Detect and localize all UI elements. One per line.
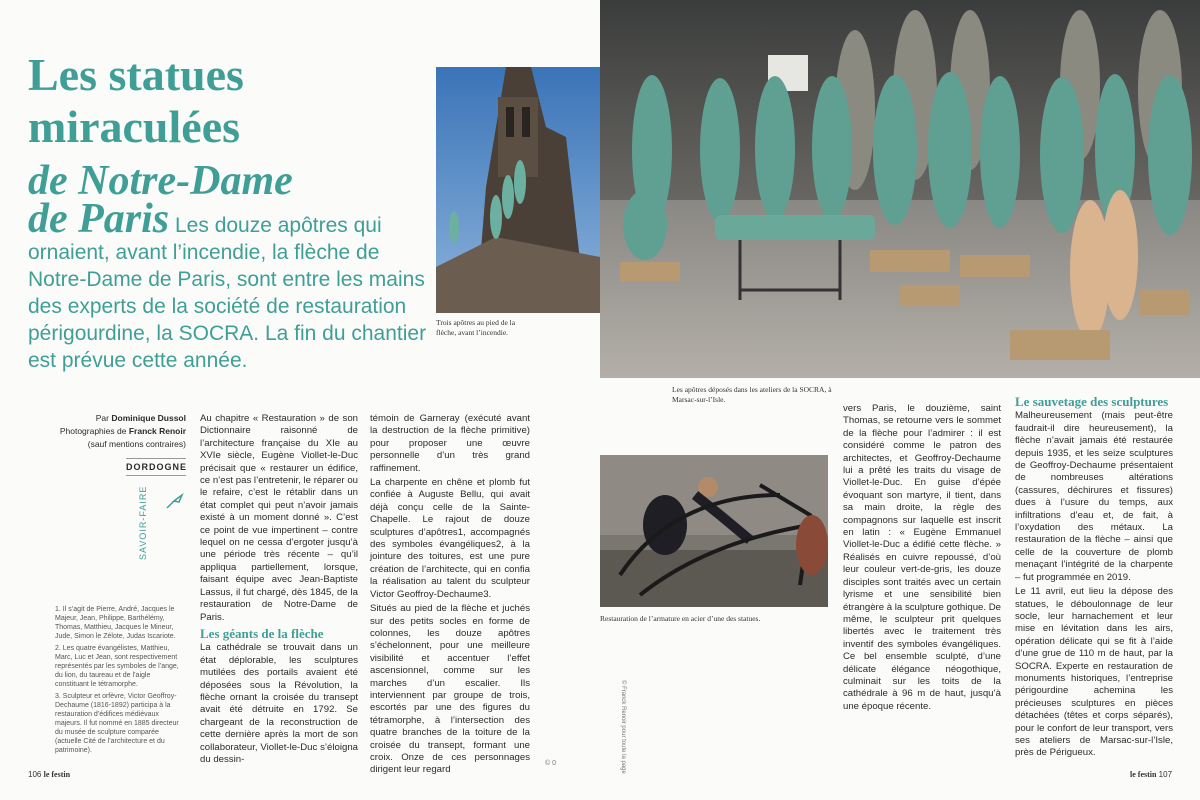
armature-photo-image bbox=[600, 455, 828, 607]
credits-block bbox=[26, 412, 186, 451]
title-intro-block bbox=[28, 196, 428, 374]
credits-mention: (sauf mentions contraires) bbox=[87, 439, 186, 449]
caption-spire: Trois apôtres au pied de la flèche, avant l’incendie. bbox=[436, 318, 516, 337]
title-line3: de Notre-Dame bbox=[28, 158, 293, 204]
body-column-4 bbox=[1015, 396, 1173, 762]
col1-paragraph-2: La cathédrale se trouvait dans un état déplorable, les sculptures mutilées des portails avaient été déposées sous la Révolution, la flèche ornant la croisée du transept avait été détruite en 1792. Se chargeant de la reconstruction de cette dernière après la mort de son collaborateur, Viollet-le-Duc s’éloigna du dessin- bbox=[200, 642, 358, 765]
heading-geants: Les géants de la flèche bbox=[200, 625, 324, 641]
body-column-3 bbox=[843, 403, 1001, 715]
body-column-1 bbox=[200, 413, 358, 768]
title-line1: Les statues bbox=[28, 49, 244, 100]
caption-workshop: Les apôtres déposés dans les ateliers de la SOCRA, à Marsac-sur-l’Isle. bbox=[672, 385, 832, 404]
author-name: Dominique Dussol bbox=[111, 413, 186, 423]
col3-paragraph-1: vers Paris, le douzième, saint Thomas, se retourne vers le sommet de la flèche pour l’admirer : il est considéré comme le patron des architectes, et Geoffroy-Dechaume lui a prêté les traits du visage de Viollet-le-Duc. En guise d’épée évoquant son martyre, il tient, dans sa main droite, la règle des compagnons sur laquelle est inscrit en latin : « Eugène Emmanuel Viollet-le-Duc a édifié cette flèche. » Réalisés en cuivre repoussé, d’où leur couleur vert-de-gris, les douze disciples sont traités avec un certain lyrisme et une sensibilité bien étrangère à la sculpture gothique. De même, le sculpteur prit quelques libertés avec le traitement très inventif des symboles évangéliques. Ce bel ensemble sculpté, d’une délicate élégance néogothique, culminait sur les toits de la cathédrale à 96 m de haut, jusqu’à une époque récente. bbox=[843, 403, 1001, 712]
col2-paragraph-2: La charpente en chêne et plomb fut confiée à Auguste Bellu, qui avait déjà conçu celle de la Sainte-Chapelle. Le rajout de douze sculptures d’apôtres1, accompagnés des symboles évangéliques2, à la jointure des toitures, est une pure création de l’architecte, qui en confia la réalisation au talent du sculpteur Victor Geoffroy-Dechaume3. bbox=[370, 477, 530, 600]
footnote-1: 1. Il s’agit de Pierre, André, Jacques le Majeur, Jean, Philippe, Barthélémy, Thomas, Matthieu, Jacques le Mineur, Jude, Simon le Zélote, Judas Iscariote. bbox=[55, 606, 176, 640]
col1-paragraph-1: Au chapitre « Restauration » de son Dictionnaire raisonné de l’architecture française du XIe au XVIe siècle, Eugène Viollet-le-Duc précisait que « restaurer un édifice, ce n’est pas l’entretenir, le réparer ou le refaire, c’est le rétablir dans un état complet qui peut n’avoir jamais existé à un moment donné ». C’est ce point de vue impertinent – contre lequel on ne cessa d’ergoter jusqu’à une période très récente – qu’il appliqua partiellement, lorsque, faisant équipe avec Jean-Baptiste Lassus, il fut chargé, dès 1845, de la restauration de Notre-Dame de Paris. bbox=[200, 413, 358, 623]
heading-sauvetage: Le sauvetage des sculptures bbox=[1015, 394, 1169, 409]
body-column-2 bbox=[370, 413, 530, 779]
folio-right bbox=[1130, 770, 1172, 779]
col2-paragraph-3: Situés au pied de la flèche et juchés sur des petits socles en forme de colonnes, les douze apôtres s’échelonnent, pour une meilleure visibilité et accentuer l’effet ascensionnel, comme sur les marches d’un escalier. Ils interviennent par groupe de trois, escortés par une des figures du tétramorphe, à l’intersection des quatre branches de la toiture de la croisée du transept, formant une croix. Onze de ces personnages dirigent leur regard bbox=[370, 603, 530, 776]
title-line4: de Paris bbox=[28, 196, 170, 242]
footnote-3: 3. Sculpteur et orfèvre, Victor Geoffroy-Dechaume (1816-1892) participa à la restauration d’édifices médiévaux majeurs. Il fut nommé en 1885 directeur du musée de sculpture comparée (actuelle Cité de l’architecture et du patrimoine). bbox=[55, 693, 179, 754]
armature-photo bbox=[600, 455, 828, 607]
caption-armature: Restauration de l’armature en acier d’une des statues. bbox=[600, 614, 761, 623]
photos-label: Photographies de bbox=[59, 426, 127, 436]
trowel-icon bbox=[165, 492, 185, 510]
workshop-photo bbox=[600, 0, 1200, 378]
magazine-name-left: le festin bbox=[43, 770, 71, 779]
region-label: DORDOGNE bbox=[126, 458, 186, 476]
spire-photo-image bbox=[436, 67, 600, 313]
col2-paragraph-1: témoin de Garneray (exécuté avant la destruction de la flèche primitive) pour proposer une œuvre personnelle d’un très grand raffinement. bbox=[370, 413, 530, 474]
photo-credit: © Franck Renoir pour toute la page bbox=[620, 680, 626, 774]
col4-paragraph-2: Le 11 avril, eut lieu la dépose des statues, le déboulonnage de leur socle, leur harnachement et leur mise en lévitation dans les airs, opération délicate qui se fit à l’aide d’une grue de 110 m de haut, par la SOCRA. Experte en restauration de monuments historiques, l’entreprise périgourdine achemina les précieuses sculptures en pièces détachées (têtes et corps séparés), pour le confort de leur transport, vers ses ateliers de Marsac-sur-l’Isle, près de Périgueux. bbox=[1015, 586, 1173, 759]
folio-left bbox=[28, 770, 70, 779]
spire-photo bbox=[436, 67, 600, 313]
page-number-left: 106 bbox=[28, 770, 42, 779]
photographer-name: Franck Renoir bbox=[128, 426, 186, 436]
footnotes bbox=[55, 605, 185, 758]
by-label: Par bbox=[95, 413, 109, 423]
footnote-2: 2. Les quatre évangélistes, Matthieu, Marc, Luc et Jean, sont respectivement représentés par les symboles de l’ange, du lion, du taureau et de l’aigle constituant le tétramorphe. bbox=[55, 645, 179, 688]
magazine-name-right: le festin bbox=[1130, 770, 1157, 779]
gutter-mark: © 0 bbox=[545, 760, 556, 767]
workshop-photo-image bbox=[600, 0, 1200, 378]
title-line2: miraculées bbox=[28, 101, 241, 152]
section-label: SAVOIR-FAIRE bbox=[138, 485, 148, 560]
intro-text: Les douze apôtres qui ornaient, avant l’incendie, la flèche de Notre-Dame de Paris, sont entre les mains des experts de la société de restauration périgourdine, la SOCRA. La fin du chantier est prévue cette année. bbox=[28, 214, 427, 372]
page-number-right: 107 bbox=[1158, 770, 1173, 779]
col4-paragraph-1: Malheureusement (mais peut-être faudrait-il dire heureusement), la flèche n’avait jamais été restaurée depuis 1935, et les seize sculptures de Geoffroy-Dechaume présentaient de nombreuses altérations (cassures, déchirures et fissures) dues à l’usure du temps, aux infiltrations d’eau et, de fait, à l’oxydation des métaux. La restauration de la flèche – ainsi que celle de la couverture de plomb menaçant l’intégrité de la charpente – fut programmée en 2019. bbox=[1015, 410, 1173, 583]
